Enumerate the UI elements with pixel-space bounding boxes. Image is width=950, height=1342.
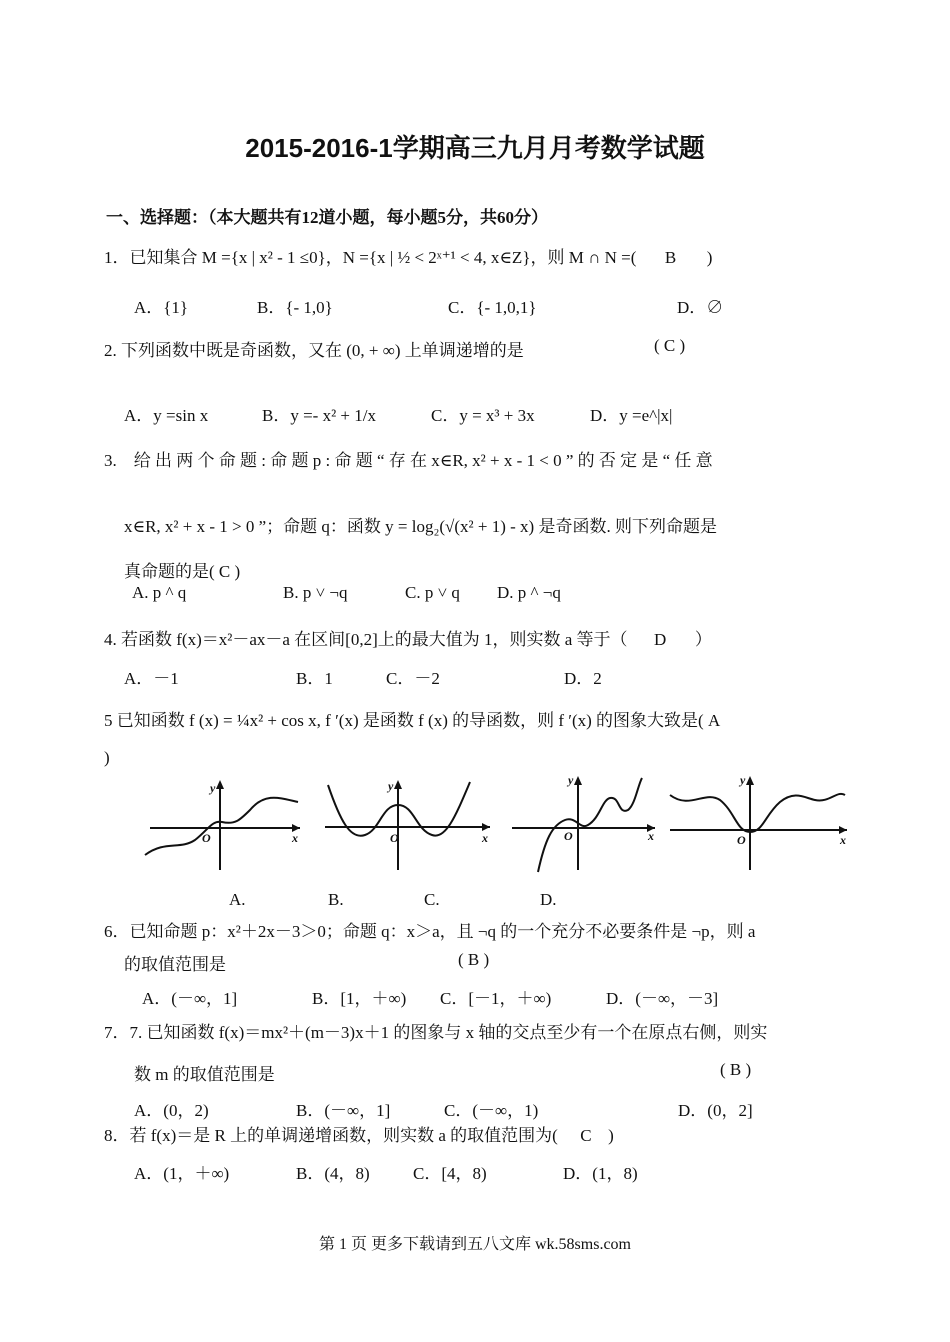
question-4 <box>104 625 712 650</box>
graph-d-x-label: x <box>840 833 846 847</box>
q5-graphs <box>140 770 860 880</box>
q7-option-d: D．(0，2] <box>678 1101 753 1120</box>
question-2-answer: ( C ) <box>654 336 686 355</box>
q8-option-a: A．(1，＋∞) <box>134 1164 230 1183</box>
q2-option-a: A．y =sin x <box>124 406 209 425</box>
q1-option-a: A．{1} <box>134 298 189 317</box>
page-footer: 第 1 页 更多下载请到五八文库 wk.58sms.com <box>318 1236 631 1253</box>
page-title: 2015-2016-1学期高三九月月考数学试题 <box>245 133 705 163</box>
question-4-text: 4. 若函数 f(x)＝x²－ax－a 在区间[0,2]上的最大值为 1，则实数 a 等于（ <box>104 630 628 649</box>
question-5-line-1: 5 已知函数 f (x) = ¼x² + cos x, f ′(x) 是函数 f (x) 的导函数，则 f ′(x) 的图象大致是( A <box>104 711 721 730</box>
graph-a <box>145 780 300 870</box>
q3-option-c: C. p ˅ q <box>405 583 460 602</box>
graph-d-curve <box>670 794 845 832</box>
graph-a-y-label: y <box>210 781 216 795</box>
question-8 <box>104 1121 614 1146</box>
graph-c-y-label: y <box>568 773 574 787</box>
graph-b-x-arrow <box>482 823 490 831</box>
q2-option-c: C．y = x³ + 3x <box>431 406 535 425</box>
question-8-answer: C <box>580 1126 592 1145</box>
q3-option-d: D. p ^ ¬q <box>497 583 561 602</box>
question-8-close: ) <box>608 1126 614 1145</box>
question-1-text: 1．已知集合 M ={x | x² - 1 ≤0}，N ={x | ½ < 2ˣ⁺¹ < 4, x∈Z}，则 M ∩ N =( <box>104 248 637 267</box>
question-6-line-1: 6．已知命题 p：x²＋2x－3＞0；命题 q：x＞a，且 ¬q 的一个充分不必要条件是 ¬p，则 a <box>104 922 756 941</box>
q8-option-b: B．(4，8) <box>296 1164 370 1183</box>
graph-label-c: C. <box>424 890 440 909</box>
q7-option-a: A．(0，2) <box>134 1101 209 1120</box>
q3-option-a: A. p ^ q <box>132 583 187 602</box>
graph-d-origin: O <box>737 833 746 847</box>
question-6-line-2: 的取值范围是 <box>124 955 226 974</box>
question-1-close: ) <box>706 248 713 267</box>
q4-option-b: B．1 <box>296 669 333 688</box>
question-2-text: 2. 下列函数中既是奇函数，又在 (0, + ∞) 上单调递增的是 <box>104 341 524 360</box>
graph-c-curve <box>538 778 642 872</box>
graph-b-origin: O <box>390 831 399 845</box>
question-4-answer: D <box>654 630 667 649</box>
graph-d-y-arrow <box>746 776 754 785</box>
graph-b-x-label: x <box>482 831 488 845</box>
question-3-line-2: x∈R, x² + x - 1 > 0 ”；命题 q：函数 y = log₂(√(x² + 1) - x) 是奇函数. 则下列命题是 <box>124 517 717 536</box>
graph-c-x-label: x <box>648 829 654 843</box>
question-1 <box>104 243 712 268</box>
q4-option-a: A．－1 <box>124 669 179 688</box>
q4-option-d: D．2 <box>564 669 602 688</box>
q6-option-a: A．(－∞，1] <box>142 989 238 1008</box>
question-5-line-2: ) <box>104 748 110 767</box>
graph-c-origin: O <box>564 829 573 843</box>
q4-option-c: C．－2 <box>386 669 440 688</box>
question-3-line-3: 真命题的是( C ) <box>124 562 241 581</box>
graph-b-y-arrow <box>394 780 402 789</box>
graph-label-d: D. <box>540 890 557 909</box>
q6-option-c: C．[－1，＋∞) <box>440 989 552 1008</box>
question-3-line-1: 3. 给 出 两 个 命 题 : 命 题 p : 命 题 “ 存 在 x∈R, x² + x - 1 < 0 ” 的 否 定 是 “ 任 意 <box>104 451 713 470</box>
graph-a-origin: O <box>202 831 211 845</box>
q1-option-c: C．{- 1,0,1} <box>448 298 537 317</box>
q6-option-b: B．[1，＋∞) <box>312 989 407 1008</box>
question-1-answer: B <box>664 248 677 267</box>
graph-b-y-label: y <box>388 779 394 793</box>
graph-d-y-label: y <box>740 773 746 787</box>
question-7-line-2: 数 m 的取值范围是 <box>134 1065 275 1084</box>
graph-a-x-label: x <box>292 831 298 845</box>
question-8-text: 8．若 f(x)＝是 R 上的单调递增函数，则实数 a 的取值范围为( <box>104 1126 558 1145</box>
graph-label-a: A. <box>229 890 246 909</box>
section-heading: 一、选择题：（本大题共有12道小题，每小题5分，共60分） <box>106 208 548 227</box>
graph-label-b: B. <box>328 890 344 909</box>
graph-b <box>325 779 490 870</box>
graph-a-curve <box>145 798 298 855</box>
graph-c-y-arrow <box>574 776 582 785</box>
graph-d <box>670 773 847 870</box>
question-6-answer: ( B ) <box>458 950 490 969</box>
q2-option-d: D．y =e^|x| <box>590 406 673 425</box>
q3-option-b: B. p ˅ ¬q <box>283 583 348 602</box>
q1-option-b: B．{- 1,0} <box>257 298 333 317</box>
q7-option-c: C．(－∞，1) <box>444 1101 539 1120</box>
q7-option-b: B．(－∞，1] <box>296 1101 391 1120</box>
question-7-answer: ( B ) <box>720 1060 752 1079</box>
q2-option-b: B．y =- x² + 1/x <box>262 406 376 425</box>
graph-c <box>512 773 655 872</box>
q6-option-d: D．(－∞，－3] <box>606 989 719 1008</box>
q8-option-d: D．(1，8) <box>563 1164 638 1183</box>
q8-option-c: C．[4，8) <box>413 1164 487 1183</box>
graph-a-y-arrow <box>216 780 224 789</box>
q1-option-d: D．∅ <box>677 298 724 317</box>
question-4-close: ） <box>694 630 712 649</box>
question-7-line-1: 7．7. 已知函数 f(x)＝mx²＋(m－3)x＋1 的图象与 x 轴的交点至少有一个在原点右侧，则实 <box>104 1023 768 1042</box>
